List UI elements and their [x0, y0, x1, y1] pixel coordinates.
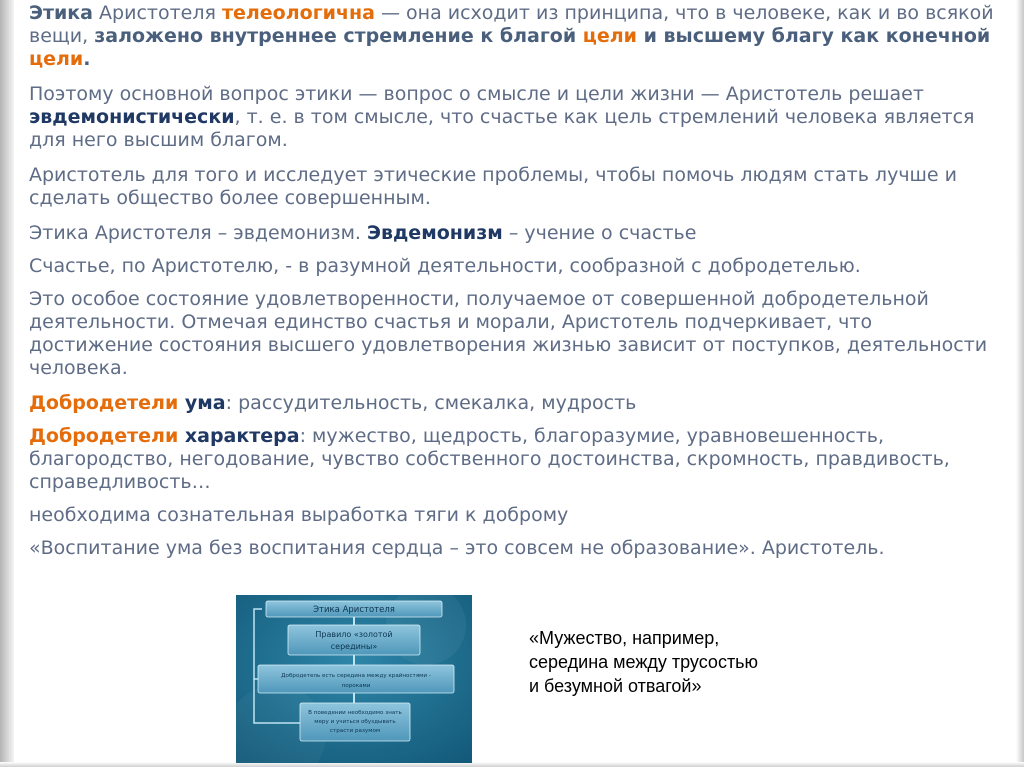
text-main-question: Поэтому основной вопрос этики — вопрос о смысле и цели жизни — Аристотель решает	[29, 83, 924, 105]
ethics-diagram-image	[236, 595, 472, 763]
text-ethics-eudaemonism: Этика Аристотеля – эвдемонизм.	[29, 222, 367, 244]
paragraph-conscious-development: необходима сознательная выработка тяги к доброму	[29, 504, 569, 526]
term-eudaemonism: Эвдемонизм	[367, 222, 503, 244]
diagram-box-moderation-line3: страсти разумом	[329, 728, 381, 734]
text-character-virtues-list: : мужество, щедрость, благоразумие, уравновешенность, благородство, негодование, чувство собственного достоинства, скромность, правдивость, справедливость…	[29, 425, 950, 493]
page-left-shadow	[0, 0, 14, 767]
diagram-box-virtue-mean-line2: пороками	[341, 683, 371, 689]
text-period: .	[83, 48, 91, 70]
text-happiness-goal: , т. е. в том смысле, что счастье как цель стремлений человека является для него высшим благом.	[29, 106, 975, 151]
paragraph-happiness: Счастье, по Аристотелю, - в разумной деятельности, сообразной с добродетелью.	[29, 255, 861, 277]
text-highest-good: и высшему благу как конечной	[636, 25, 991, 47]
term-eudaemonistic: эвдемонистически	[29, 106, 235, 128]
diagram-box-virtue-mean-line1: Добродетель есть середина между крайностями -	[281, 673, 431, 679]
term-final-goal: цели	[29, 48, 84, 70]
paragraph-virtues-character	[29, 425, 999, 494]
diagram-box-moderation-line1: В поведении необходимо знать	[308, 710, 402, 716]
paragraph-main-question	[29, 83, 999, 152]
paragraph-teleology	[29, 2, 999, 71]
text-principle: — она исходит из принципа, что в человеке, как и во всякой вещи,	[29, 2, 994, 47]
page-bottom-shadow	[0, 762, 1024, 767]
paragraph-purpose: Аристотель для того и исследует этические проблемы, чтобы помочь людям стать лучше и сделать общество более совершенным.	[29, 164, 958, 209]
term-virtues: Добродетели	[29, 425, 179, 447]
diagram-box-golden-mean-line1: Правило «золотой	[315, 630, 393, 639]
paragraph-quote-education: «Воспитание ума без воспитания сердца – это совсем не образование». Аристотель.	[29, 537, 885, 559]
diagram-box-moderation-line2: меру и учиться обуздывать	[314, 719, 396, 725]
diagram-box-ethics-label: Этика Аристотеля	[313, 605, 395, 615]
term-mind: ума	[178, 392, 226, 414]
paragraph-satisfaction: Это особое состояние удовлетворенности, получаемое от совершенной добродетельной деятельности. Отмечая единство счастья и морали, Аристотель подчеркивает, что достижение состояния высшего удовлетворения жизнью зависит от поступков, деятельности человека.	[29, 288, 988, 379]
text-mind-virtues-list: : рассудительность, смекалка, мудрость	[225, 392, 637, 414]
paragraph-eudaemonism	[29, 222, 999, 245]
courage-quote	[529, 626, 859, 698]
term-character: характера	[178, 425, 300, 447]
term-ethics: Этика	[29, 2, 93, 24]
text-inner-striving: заложено внутреннее стремление к благой	[94, 25, 583, 47]
term-teleological: телеологична	[221, 2, 375, 24]
term-virtues: Добродетели	[29, 392, 179, 414]
slide-text-body	[29, 2, 999, 572]
diagram-box-golden-mean-line2: середины»	[330, 642, 378, 651]
quote-line-1: «Мужество, например,	[529, 628, 720, 648]
quote-line-2: середина между трусостью	[529, 652, 759, 672]
text-teaching-happiness: – учение о счастье	[502, 222, 697, 244]
quote-line-3: и безумной отвагой»	[529, 676, 702, 696]
paragraph-virtues-mind	[29, 392, 999, 415]
page-right-shadow	[1016, 0, 1024, 767]
term-goal: цели	[582, 25, 637, 47]
text-aristotle: Аристотеля	[93, 2, 222, 24]
